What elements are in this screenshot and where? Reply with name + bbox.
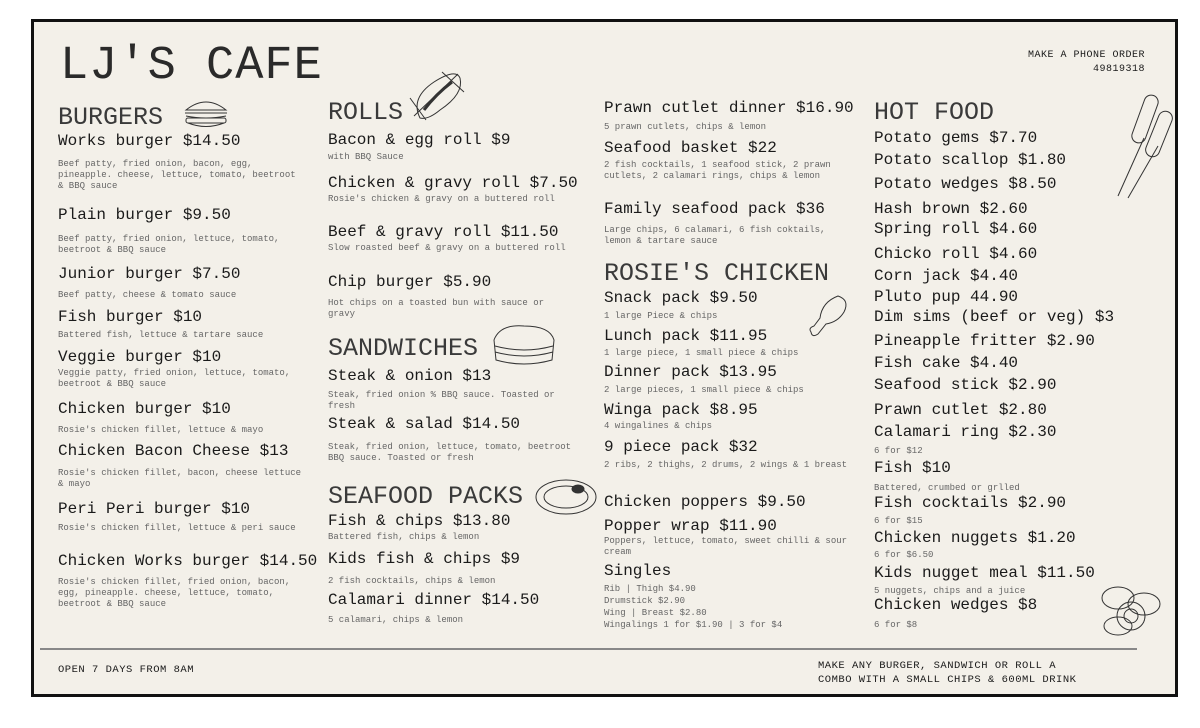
phone-number: 49819318: [1092, 64, 1145, 75]
menu-item-name: 9 piece pack $32: [604, 438, 758, 456]
menu-item-name: Seafood basket $22: [604, 139, 777, 157]
menu-item-name: Dim sims (beef or veg) $3: [874, 308, 1115, 326]
menu-item-name: Bacon & egg roll $9: [328, 131, 511, 149]
menu-item-description: 1 large piece, 1 small piece & chips: [604, 348, 799, 358]
menu-item-description: 6 for $8: [874, 620, 918, 630]
menu-item-name: Singles: [604, 562, 672, 580]
combo-offer: [818, 659, 1076, 687]
menu-item-description: 2 large pieces, 1 small piece & chips: [604, 385, 804, 395]
menu-item-description: Rosie's chicken fillet, lettuce & mayo: [58, 425, 264, 435]
menu-item-description: Hot chips on a toasted bun with sauce or gravy: [328, 298, 545, 319]
menu-item-name: Fish & chips $13.80: [328, 512, 511, 530]
menu-item-price-line: Rib | Thigh $4.90: [604, 584, 696, 594]
menu-item-name: Pluto pup 44.90: [874, 288, 1019, 306]
roll-icon: [406, 68, 466, 122]
combo-offer-line: MAKE ANY BURGER, SANDWICH OR ROLL A: [818, 660, 1057, 672]
section-heading: HOT FOOD: [874, 98, 995, 127]
menu-item-name: Fish burger $10: [58, 308, 203, 326]
sandwich-icon: [490, 322, 558, 368]
section-heading: BURGERS: [58, 103, 164, 132]
menu-item-description: Poppers, lettuce, tomato, sweet chilli & sour cream: [604, 536, 848, 557]
combo-offer-line: COMBO WITH A SMALL CHIPS & 600ML DRINK: [818, 674, 1077, 686]
footer-divider: [40, 648, 1137, 650]
menu-item-description: Rosie's chicken fillet, lettuce & peri sauce: [58, 523, 296, 533]
menu-item-name: Steak & onion $13: [328, 367, 492, 385]
corn-dog-icon: [1114, 88, 1176, 200]
menu-board: [31, 19, 1178, 697]
menu-item-name: Family seafood pack $36: [604, 200, 825, 218]
menu-item-name: Spring roll $4.60: [874, 220, 1038, 238]
menu-item-name: Popper wrap $11.90: [604, 517, 777, 535]
menu-item-description: 2 ribs, 2 thighs, 2 drums, 2 wings & 1 breast: [604, 460, 848, 470]
menu-item-name: Chicken poppers $9.50: [604, 493, 806, 511]
menu-item-name: Fish cake $4.40: [874, 354, 1019, 372]
menu-item-name: Potato wedges $8.50: [874, 175, 1057, 193]
menu-item-name: Beef & gravy roll $11.50: [328, 223, 559, 241]
menu-item-description: Slow roasted beef & gravy on a buttered roll: [328, 243, 566, 253]
menu-item-description: Rosie's chicken fillet, fried onion, bacon, egg, pineapple. cheese, lettuce, tomato, beetroot & BBQ sauce: [58, 577, 291, 609]
menu-item-name: Junior burger $7.50: [58, 265, 241, 283]
menu-item-description: 1 large Piece & chips: [604, 311, 718, 321]
menu-item-name: Winga pack $8.95: [604, 401, 758, 419]
menu-item-description: with BBQ Sauce: [328, 152, 404, 162]
phone-order-label: MAKE A PHONE ORDER: [1027, 50, 1145, 61]
menu-item-name: Potato gems $7.70: [874, 129, 1038, 147]
menu-item-description: 2 fish cocktails, 1 seafood stick, 2 prawn cutlets, 2 calamari rings, chips & lemon: [604, 160, 831, 181]
opening-hours: OPEN 7 DAYS FROM 8AM: [58, 664, 195, 676]
menu-item-name: Kids fish & chips $9: [328, 550, 521, 568]
menu-item-name: Prawn cutlet dinner $16.90: [604, 99, 854, 117]
menu-item-description: Battered fish, chips & lemon: [328, 532, 480, 542]
section-heading: SANDWICHES: [328, 334, 479, 363]
menu-item-name: Corn jack $4.40: [874, 267, 1019, 285]
menu-item-description: 4 wingalines & chips: [604, 421, 713, 431]
menu-item-description: Large chips, 6 calamari, 6 fish coktails, lemon & tartare sauce: [604, 225, 826, 246]
menu-item-name: Fish cocktails $2.90: [874, 494, 1067, 512]
menu-item-description: Veggie patty, fried onion, lettuce, tomato, beetroot & BBQ sauce: [58, 368, 291, 389]
menu-item-name: Seafood stick $2.90: [874, 376, 1057, 394]
menu-item-description: 2 fish cocktails, chips & lemon: [328, 576, 496, 586]
menu-item-name: Dinner pack $13.95: [604, 363, 777, 381]
menu-item-description: 6 for $6.50: [874, 550, 934, 560]
menu-item-name: Plain burger $9.50: [58, 206, 231, 224]
menu-item-name: Chicken Bacon Cheese $13: [58, 442, 289, 460]
menu-item-price-line: Wingalings 1 for $1.90 | 3 for $4: [604, 620, 783, 630]
menu-item-description: Beef patty, fried onion, lettuce, tomato, beetroot & BBQ sauce: [58, 234, 280, 255]
menu-item-price-line: Drumstick $2.90: [604, 596, 686, 606]
section-heading: SEAFOOD PACKS: [328, 482, 524, 511]
menu-item-name: Snack pack $9.50: [604, 289, 758, 307]
menu-item-name: Chicken wedges $8: [874, 596, 1038, 614]
menu-item-description: Beef patty, cheese & tomato sauce: [58, 290, 237, 300]
menu-item-name: Works burger $14.50: [58, 132, 241, 150]
menu-item-name: Chicken Works burger $14.50: [58, 552, 318, 570]
menu-item-name: Fish $10: [874, 459, 951, 477]
burger-icon: [182, 98, 230, 130]
menu-item-description: 6 for $15: [874, 516, 923, 526]
menu-item-name: Chicko roll $4.60: [874, 245, 1038, 263]
menu-item-name: Hash brown $2.60: [874, 200, 1028, 218]
menu-item-name: Chicken & gravy roll $7.50: [328, 174, 578, 192]
menu-item-description: 6 for $12: [874, 446, 923, 456]
menu-item-name: Prawn cutlet $2.80: [874, 401, 1047, 419]
section-heading: ROSIE'S CHICKEN: [604, 259, 830, 288]
menu-item-name: Lunch pack $11.95: [604, 327, 768, 345]
menu-item-description: Beef patty, fried onion, bacon, egg, pineapple. cheese, lettuce, tomato, beetroot & BBQ sauce: [58, 159, 296, 191]
phone-order: [1028, 49, 1145, 77]
menu-item-name: Chip burger $5.90: [328, 273, 492, 291]
seafood-plate-icon: [534, 477, 598, 517]
menu-item-description: Rosie's chicken & gravy on a buttered roll: [328, 194, 555, 204]
menu-item-name: Potato scallop $1.80: [874, 151, 1067, 169]
section-heading: ROLLS: [328, 98, 404, 127]
menu-item-description: Steak, fried onion % BBQ sauce. Toasted or fresh: [328, 390, 555, 411]
menu-item-description: Rosie's chicken fillet, bacon, cheese lettuce & mayo: [58, 468, 302, 489]
menu-item-name: Pineapple fritter $2.90: [874, 332, 1095, 350]
menu-item-description: 5 nuggets, chips and a juice: [874, 586, 1026, 596]
menu-item-name: Peri Peri burger $10: [58, 500, 251, 518]
menu-item-name: Chicken nuggets $1.20: [874, 529, 1076, 547]
menu-item-description: Battered, crumbed or grlled: [874, 483, 1020, 493]
menu-item-description: 5 calamari, chips & lemon: [328, 615, 464, 625]
menu-item-name: Kids nugget meal $11.50: [874, 564, 1095, 582]
menu-item-description: Steak, fried onion, lettuce, tomato, beetroot BBQ sauce. Toasted or fresh: [328, 442, 572, 463]
cafe-title: LJ'S CAFE: [60, 40, 323, 93]
menu-item-name: Calamari ring $2.30: [874, 423, 1057, 441]
menu-item-price-line: Wing | Breast $2.80: [604, 608, 707, 618]
menu-item-name: Veggie burger $10: [58, 348, 222, 366]
menu-item-name: Steak & salad $14.50: [328, 415, 521, 433]
menu-item-name: Calamari dinner $14.50: [328, 591, 540, 609]
menu-item-name: Chicken burger $10: [58, 400, 231, 418]
menu-item-description: Battered fish, lettuce & tartare sauce: [58, 330, 264, 340]
menu-item-description: 5 prawn cutlets, chips & lemon: [604, 122, 767, 132]
